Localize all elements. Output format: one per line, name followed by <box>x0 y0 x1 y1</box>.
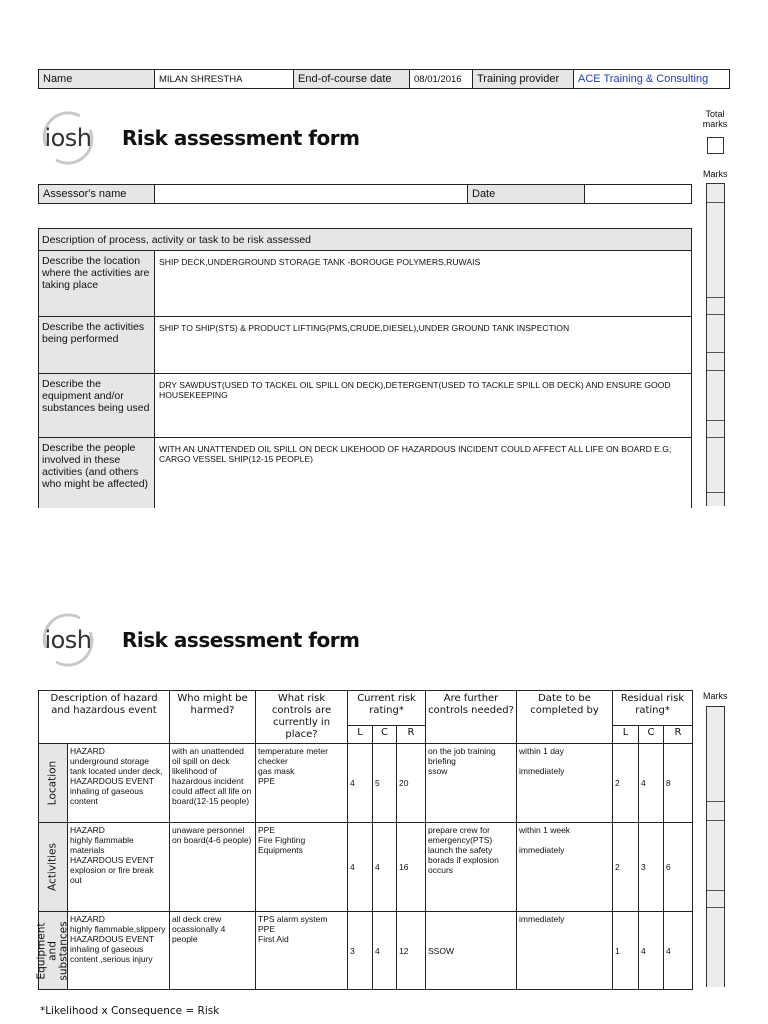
description-row <box>39 317 691 374</box>
col-l-header: L <box>613 725 639 743</box>
current-c-cell[interactable]: 5 <box>373 744 397 823</box>
date-field[interactable] <box>585 185 691 203</box>
description-row <box>39 438 691 508</box>
marks-column <box>706 183 725 506</box>
row-side-label: Activities <box>39 823 68 912</box>
current-r-cell[interactable]: 12 <box>397 912 426 990</box>
activities-value[interactable]: SHIP TO SHIP(STS) & PRODUCT LIFTING(PMS,CRUDE,DIESEL),UNDER GROUND TANK INSPECTION <box>159 323 570 333</box>
total-marks-box[interactable] <box>707 137 724 154</box>
residual-c-cell[interactable]: 4 <box>639 744 664 823</box>
training-provider-value: ACE Training & Consulting <box>578 73 709 85</box>
page-title: Risk assessment form <box>122 126 360 150</box>
controls-cell[interactable]: TPS alarm system PPE First Aid <box>256 912 348 990</box>
current-c-cell[interactable]: 4 <box>373 912 397 990</box>
further-cell[interactable]: on the job training briefing ssow <box>426 744 517 823</box>
who-cell[interactable]: unaware personnel on board(4-6 people) <box>170 823 256 912</box>
name-value: MILAN SHRESTHA <box>155 70 294 88</box>
description-table <box>38 228 692 508</box>
who-cell[interactable]: all deck crew ocassionally 4 people <box>170 912 256 990</box>
controls-cell[interactable]: temperature meter checker gas mask PPE <box>256 744 348 823</box>
current-l-cell[interactable]: 4 <box>348 744 373 823</box>
header-info-row <box>38 69 730 89</box>
equipment-value[interactable]: DRY SAWDUST(USED TO TACKEL OIL SPILL ON DECK),DETERGENT(USED TO TACKLE SPILL OB DECK) AND ENSURE GOOD HOUSEKEEPING <box>159 380 671 400</box>
name-label: Name <box>39 70 155 88</box>
col-hazard-header: Description of hazard and hazardous event <box>39 691 170 744</box>
total-marks-label: Total marks <box>702 109 728 129</box>
row-side-label: Equipment and substances <box>39 912 68 990</box>
controls-cell[interactable]: PPE Fire Fighting Equipments <box>256 823 348 912</box>
further-cell[interactable]: SSOW <box>426 912 517 990</box>
table-row <box>39 823 693 912</box>
residual-l-cell[interactable]: 1 <box>613 912 639 990</box>
row-side-label: Location <box>39 744 68 823</box>
hazard-cell[interactable]: HAZARD highly flammable,slippery HAZARDOUS EVENT inhaling of gaseous content ,serious injury <box>68 912 170 990</box>
footnote: *Likelihood x Consequence = Risk <box>40 1005 220 1017</box>
current-r-cell[interactable]: 16 <box>397 823 426 912</box>
marks-column <box>706 706 725 987</box>
marks-label: Marks <box>703 169 728 179</box>
current-l-cell[interactable]: 3 <box>348 912 373 990</box>
logo-text: iosh <box>44 124 92 152</box>
hazard-cell[interactable]: HAZARD highly flammable materials HAZARDOUS EVENT explosion or fire break out <box>68 823 170 912</box>
activities-label: Describe the activities being performed <box>39 317 155 373</box>
hazard-table <box>35 690 693 990</box>
iosh-logo <box>36 608 100 672</box>
who-cell[interactable]: with an unattended oil spill on deck likelihood of hazardous incident could affect all life on board(12-15 people) <box>170 744 256 823</box>
col-current-header: Current risk rating* <box>348 691 426 726</box>
residual-l-cell[interactable]: 2 <box>613 823 639 912</box>
col-r-header: R <box>397 725 426 743</box>
location-value[interactable]: SHIP DECK,UNDERGROUND STORAGE TANK -BOROUGE POLYMERS,RUWAIS <box>159 257 481 267</box>
description-row <box>39 374 691 438</box>
residual-c-cell[interactable]: 4 <box>639 912 664 990</box>
current-c-cell[interactable]: 4 <box>373 823 397 912</box>
end-date-value: 08/01/2016 <box>410 70 473 88</box>
col-c-header: C <box>373 725 397 743</box>
logo-text: iosh <box>44 626 92 654</box>
people-label: Describe the people involved in these activities (and others who might be affected) <box>39 438 155 508</box>
table-row <box>39 744 693 823</box>
further-cell[interactable]: prepare crew for emergency(PTS) launch the safety borads if explosion occurs <box>426 823 517 912</box>
iosh-logo <box>36 106 100 170</box>
col-controls-header: What risk controls are currently in place? <box>256 691 348 744</box>
col-further-header: Are further controls needed? <box>426 691 517 744</box>
description-row <box>39 251 691 317</box>
residual-l-cell[interactable]: 2 <box>613 744 639 823</box>
page-title: Risk assessment form <box>122 628 360 652</box>
location-label: Describe the location where the activities are taking place <box>39 251 155 316</box>
col-date-header: Date to be completed by <box>517 691 613 744</box>
col-c-header: C <box>639 725 664 743</box>
table-row <box>39 912 693 990</box>
description-header: Description of process, activity or task to be risk assessed <box>39 229 691 251</box>
assessor-label: Assessor's name <box>39 185 155 203</box>
residual-r-cell[interactable]: 4 <box>664 912 693 990</box>
col-r-header: R <box>664 725 693 743</box>
date-label: Date <box>468 185 585 203</box>
marks-label: Marks <box>703 691 728 701</box>
date-cell[interactable]: within 1 week immediately <box>517 823 613 912</box>
end-date-label: End-of-course date <box>294 70 410 88</box>
hazard-cell[interactable]: HAZARD underground storage tank located under deck, HAZARDOUS EVENT inhaling of gaseous content <box>68 744 170 823</box>
current-l-cell[interactable]: 4 <box>348 823 373 912</box>
col-who-header: Who might be harmed? <box>170 691 256 744</box>
training-provider-label: Training provider <box>473 70 574 88</box>
residual-r-cell[interactable]: 6 <box>664 823 693 912</box>
col-residual-header: Residual risk rating* <box>613 691 693 726</box>
residual-r-cell[interactable]: 8 <box>664 744 693 823</box>
date-cell[interactable]: immediately <box>517 912 613 990</box>
assessor-row <box>38 184 692 204</box>
assessor-field[interactable] <box>155 185 468 203</box>
equipment-label: Describe the equipment and/or substances being used <box>39 374 155 437</box>
people-value[interactable]: WITH AN UNATTENDED OIL SPILL ON DECK LIKEHOOD OF HAZARDOUS INCIDENT COULD AFFECT ALL LIFE ON BOARD E.G; CARGO VESSEL SHIP(12-15 PEOPLE) <box>159 444 672 464</box>
date-cell[interactable]: within 1 day immediately <box>517 744 613 823</box>
col-l-header: L <box>348 725 373 743</box>
current-r-cell[interactable]: 20 <box>397 744 426 823</box>
residual-c-cell[interactable]: 3 <box>639 823 664 912</box>
